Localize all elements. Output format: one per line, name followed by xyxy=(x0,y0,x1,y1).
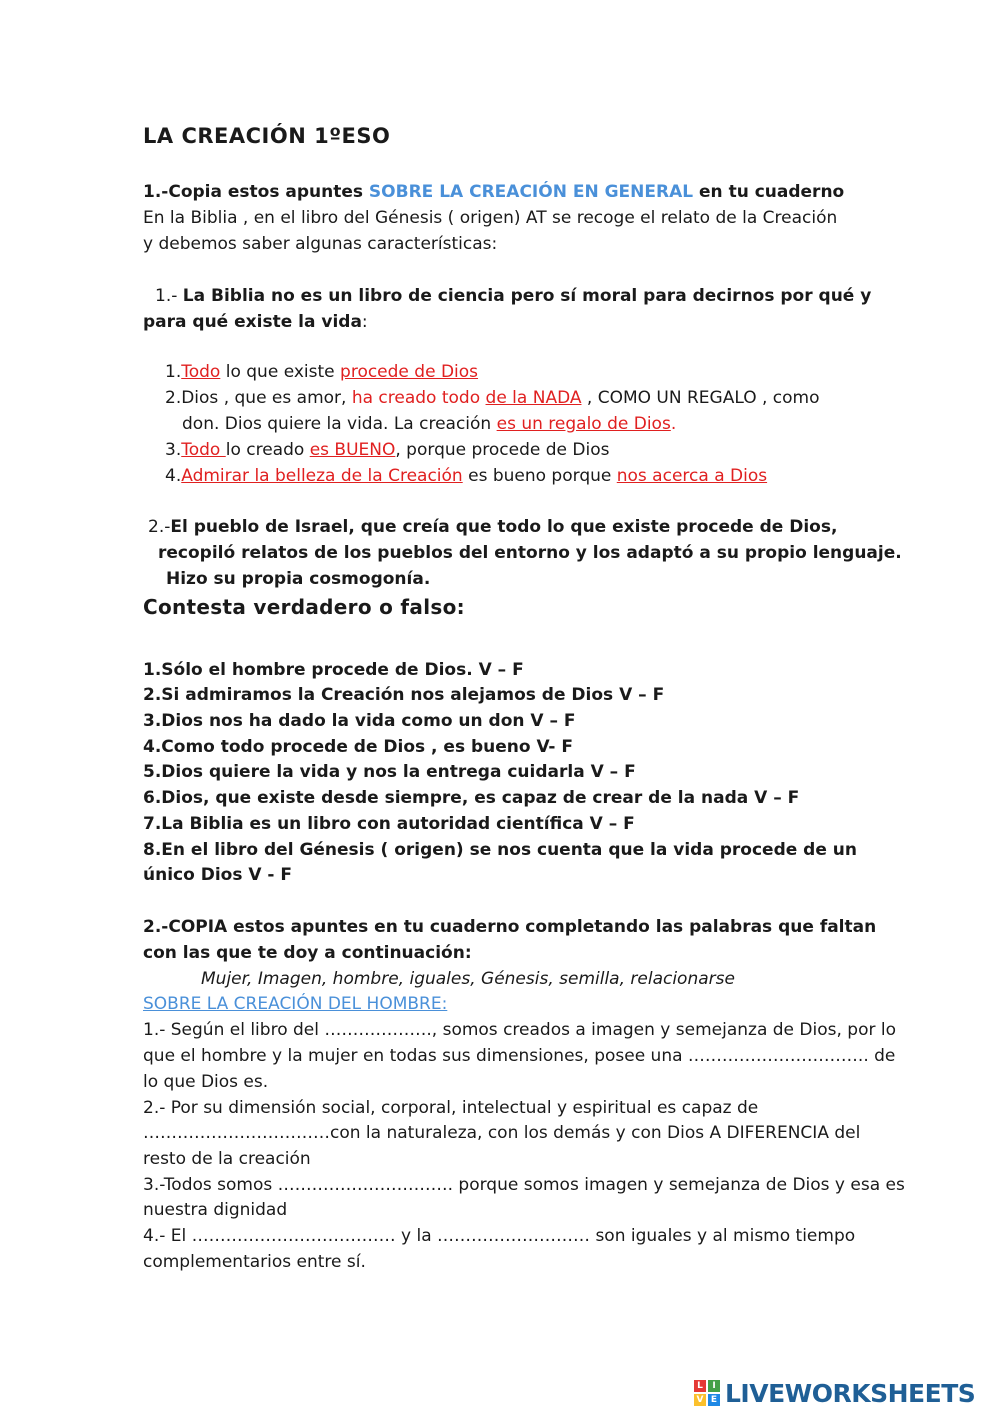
paragraph2-line1: 2.- Por su dimensión social, corporal, intelectual y espiritual es capaz de xyxy=(143,1098,759,1118)
paragraph1-line3: lo que Dios es. xyxy=(143,1072,269,1092)
list-item-2-cont xyxy=(182,412,676,436)
intro-line-1: En la Biblia , en el libro del Génesis ( origen) AT se recoge el relato de la Creación xyxy=(143,208,838,228)
point2-text-1: El pueblo de Israel, que creía que todo lo que existe procede de Dios, xyxy=(170,517,838,537)
quiz-question-3: 3.Dios nos ha dado la vida como un don V – F xyxy=(143,711,576,731)
point2-line-1 xyxy=(148,515,837,539)
item2-dot: . xyxy=(670,414,677,434)
quiz-question-8: 8.En el libro del Génesis ( origen) se nos cuenta que la vida procede de un xyxy=(143,840,858,860)
logo-square-i: I xyxy=(708,1380,720,1392)
paragraph2-line3: resto de la creación xyxy=(143,1149,311,1169)
item1-number: 1. xyxy=(165,362,182,382)
item2-highlight-3: es un regalo de Dios xyxy=(496,414,671,434)
item1-highlight-2: procede de Dios xyxy=(340,362,479,382)
item2-highlight-2: de la NADA xyxy=(485,388,582,408)
item1-highlight-1: Todo xyxy=(181,362,221,382)
list-item-1 xyxy=(165,360,478,384)
logo-icon xyxy=(694,1380,720,1406)
quiz-question-6: 6.Dios, que existe desde siempre, es capaz de crear de la nada V – F xyxy=(143,788,800,808)
logo-square-l: L xyxy=(694,1380,706,1392)
paragraph1-line2: que el hombre y la mujer en todas sus dimensiones, posee una ………………………….. de xyxy=(143,1046,896,1066)
list-item-2 xyxy=(165,386,820,410)
intro-line-2: y debemos saber algunas características: xyxy=(143,234,498,254)
point1-number: 1.- xyxy=(155,286,183,306)
page-title: LA CREACIÓN 1ºESO xyxy=(143,124,391,148)
item2-text-a: 2.Dios , que es amor, xyxy=(165,388,352,408)
section2-subheading: SOBRE LA CREACIÓN DEL HOMBRE: xyxy=(143,994,448,1014)
point2-number: 2.- xyxy=(148,517,171,537)
quiz-question-5: 5.Dios quiere la vida y nos la entrega cuidarla V – F xyxy=(143,762,636,782)
item1-text: lo que existe xyxy=(220,362,341,382)
word-bank: Mujer, Imagen, hombre, iguales, Génesis, semilla, relacionarse xyxy=(201,969,735,989)
paragraph2-line2: ……………………………con la naturaleza, con los demás y con Dios A DIFERENCIA del xyxy=(143,1123,861,1143)
item4-highlight-1: Admirar la belleza de la Creación xyxy=(181,466,463,486)
item3-text: lo creado xyxy=(225,440,310,460)
item3-end: , porque procede de Dios xyxy=(395,440,610,460)
quiz-question-7: 7.La Biblia es un libro con autoridad científica V – F xyxy=(143,814,635,834)
logo-square-e: E xyxy=(708,1394,720,1406)
item3-highlight-2: es BUENO xyxy=(309,440,396,460)
item4-number: 4. xyxy=(165,466,182,486)
logo-square-v: V xyxy=(694,1394,706,1406)
quiz-question-1: 1.Sólo el hombre procede de Dios. V – F xyxy=(143,660,524,680)
list-item-3 xyxy=(165,438,610,462)
section1-heading xyxy=(143,180,844,204)
section1-heading-pre: 1.-Copia estos apuntes xyxy=(143,182,369,202)
item4-text: es bueno porque xyxy=(462,466,617,486)
quiz-question-2: 2.Si admiramos la Creación nos alejamos de Dios V – F xyxy=(143,685,665,705)
paragraph4-line1: 4.- El ……………………………… y la ……………………… son iguales y al mismo tiempo xyxy=(143,1226,856,1246)
paragraph4-line2: complementarios entre sí. xyxy=(143,1252,366,1272)
section1-heading-post: en tu cuaderno xyxy=(693,182,845,202)
list-item-4 xyxy=(165,464,767,488)
point1-line-1 xyxy=(155,284,871,308)
quiz-question-4: 4.Como todo procede de Dios , es bueno V- F xyxy=(143,737,574,757)
item3-number: 3. xyxy=(165,440,182,460)
item4-highlight-2: nos acerca a Dios xyxy=(616,466,768,486)
item2-text-b: , COMO UN REGALO , como xyxy=(581,388,820,408)
item2-highlight-1: ha creado todo xyxy=(351,388,486,408)
point2-line-3: Hizo su propia cosmogonía. xyxy=(166,569,431,589)
liveworksheets-logo[interactable] xyxy=(694,1376,975,1410)
item3-highlight-1: Todo xyxy=(181,440,226,460)
paragraph3-line2: nuestra dignidad xyxy=(143,1200,288,1220)
section1-heading-highlight: SOBRE LA CREACIÓN EN GENERAL xyxy=(368,182,694,202)
quiz-heading: Contesta verdadero o falso: xyxy=(143,595,465,619)
paragraph1-line1: 1.- Según el libro del ………………., somos creados a imagen y semejanza de Dios, por lo xyxy=(143,1020,897,1040)
point2-line-2: recopiló relatos de los pueblos del entorno y los adaptó a su propio lenguaje. xyxy=(158,543,902,563)
item2-text-c: don. Dios quiere la vida. La creación xyxy=(182,414,497,434)
point1-text: La Biblia no es un libro de ciencia pero sí moral para decirnos por qué y xyxy=(182,286,872,306)
section2-heading-cont: con las que te doy a continuación: xyxy=(143,943,472,963)
point1-text-2: para qué existe la vida xyxy=(143,312,362,332)
paragraph3-line1: 3.-Todos somos …………………………. porque somos imagen y semejanza de Dios y esa es xyxy=(143,1175,905,1195)
logo-text: LIVEWORKSHEETS xyxy=(725,1378,976,1408)
point1-line-2 xyxy=(143,310,368,334)
quiz-question-8-cont: único Dios V - F xyxy=(143,865,293,885)
point1-colon: : xyxy=(361,312,368,332)
section2-heading: 2.-COPIA estos apuntes en tu cuaderno completando las palabras que faltan xyxy=(143,917,877,937)
